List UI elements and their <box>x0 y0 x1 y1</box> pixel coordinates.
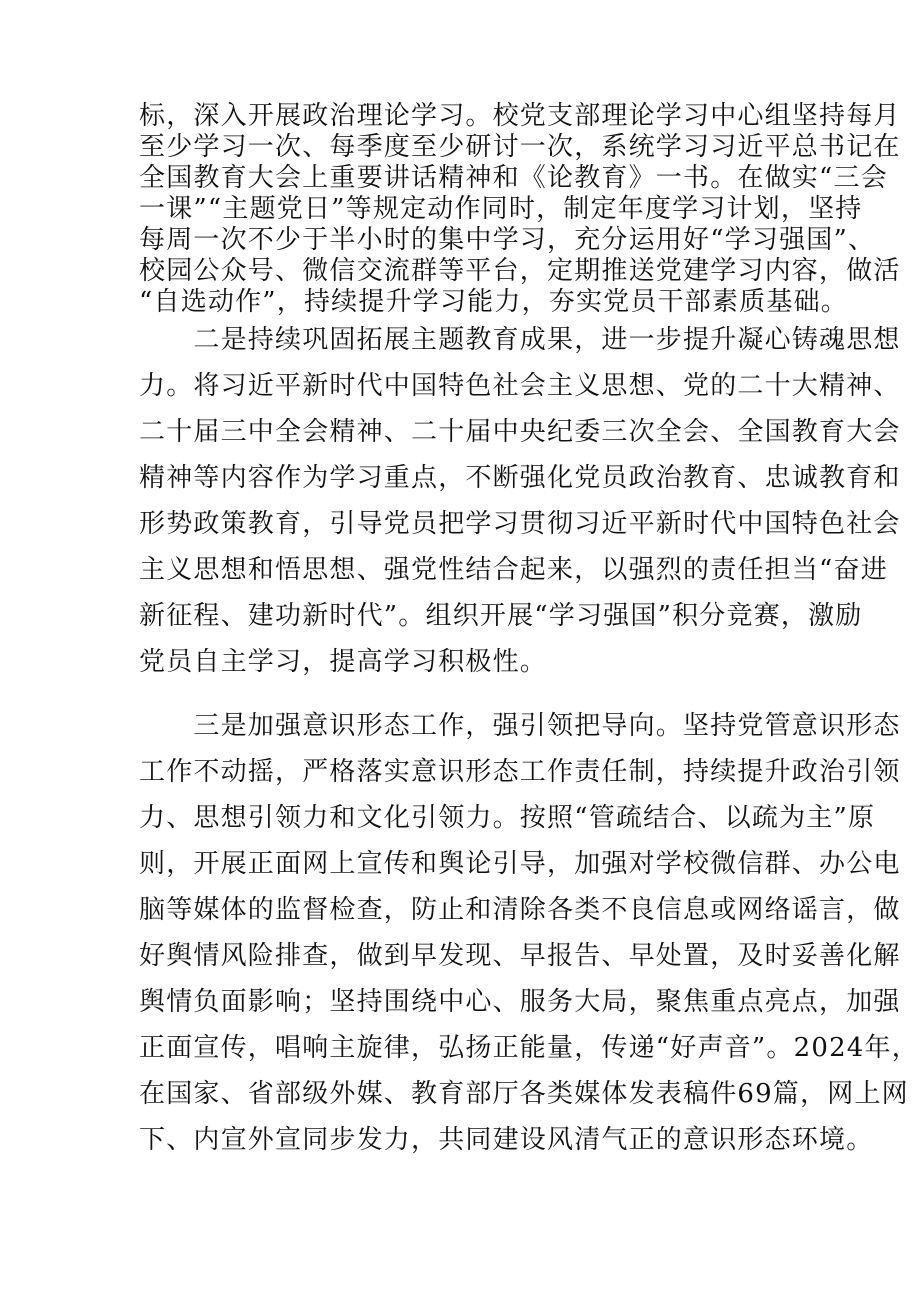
text-line: 一课”“主题党日”等规定动作同时，制定年度学习计划，坚持 <box>139 194 863 224</box>
text-line: 力、思想引领力和文化引领力。按照“管疏结合、以疏为主”原 <box>139 803 876 833</box>
text-line: 好舆情风险排查，做到早发现、早报告、早处置，及时妥善化解 <box>139 941 901 971</box>
text-line: 新征程、建功新时代”。组织开展“学习强国”积分竞赛，激励 <box>139 601 863 631</box>
text-line: 舆情负面影响；坚持围绕中心、服务大局，聚焦重点亮点，加强 <box>139 987 901 1017</box>
text-line: 在国家、省部级外媒、教育部厅各类媒体发表稿件69篇，网上网 <box>139 1079 909 1109</box>
text-line: 二十届三中全会精神、二十届中央纪委三次全会、全国教育大会 <box>139 417 901 447</box>
text-line: 三是加强意识形态工作，强引领把导向。坚持党管意识形态 <box>139 711 901 741</box>
paragraph-2 <box>139 317 901 685</box>
text-line: 则，开展正面网上宣传和舆论引导，加强对学校微信群、办公电 <box>139 849 901 879</box>
text-line: 二是持续巩固拓展主题教育成果，进一步提升凝心铸魂思想 <box>139 325 901 355</box>
text-line: 校园公众号、微信交流群等平台，定期推送党建学习内容，做活 <box>139 256 901 286</box>
text-line: “自选动作”，持续提升学习能力，夯实党员干部素质基础。 <box>139 287 848 317</box>
text-line: 正面宣传，唱响主旋律，弘扬正能量，传递“好声音”。2024年， <box>139 1033 919 1063</box>
text-line: 每周一次不少于半小时的集中学习，充分运用好“学习强国”、 <box>139 225 876 255</box>
text-line: 至少学习一次、每季度至少研讨一次，系统学习习近平总书记在 <box>139 132 901 162</box>
text-line: 形势政策教育，引导党员把学习贯彻习近平新时代中国特色社会 <box>139 509 901 539</box>
paragraph-1 <box>139 101 901 318</box>
text-line: 脑等媒体的监督检查，防止和清除各类不良信息或网络谣言，做 <box>139 895 901 925</box>
text-line: 主义思想和悟思想、强党性结合起来，以强烈的责任担当“奋进 <box>139 555 888 585</box>
text-line: 精神等内容作为学习重点，不断强化党员政治教育、忠诚教育和 <box>139 463 901 493</box>
text-line: 党员自主学习，提高学习积极性。 <box>139 647 548 677</box>
text-line: 力。将习近平新时代中国特色社会主义思想、党的二十大精神、 <box>139 371 901 401</box>
text-line: 标，深入开展政治理论学习。校党支部理论学习中心组坚持每月 <box>139 101 901 131</box>
text-line: 下、内宣外宣同步发力，共同建设风清气正的意识形态环境。 <box>139 1125 874 1155</box>
text-line: 工作不动摇，严格落实意识形态工作责任制，持续提升政治引领 <box>139 757 901 787</box>
text-line: 全国教育大会上重要讲话精神和《论教育》一书。在做实“三会 <box>139 163 888 193</box>
paragraph-3 <box>139 703 919 1163</box>
